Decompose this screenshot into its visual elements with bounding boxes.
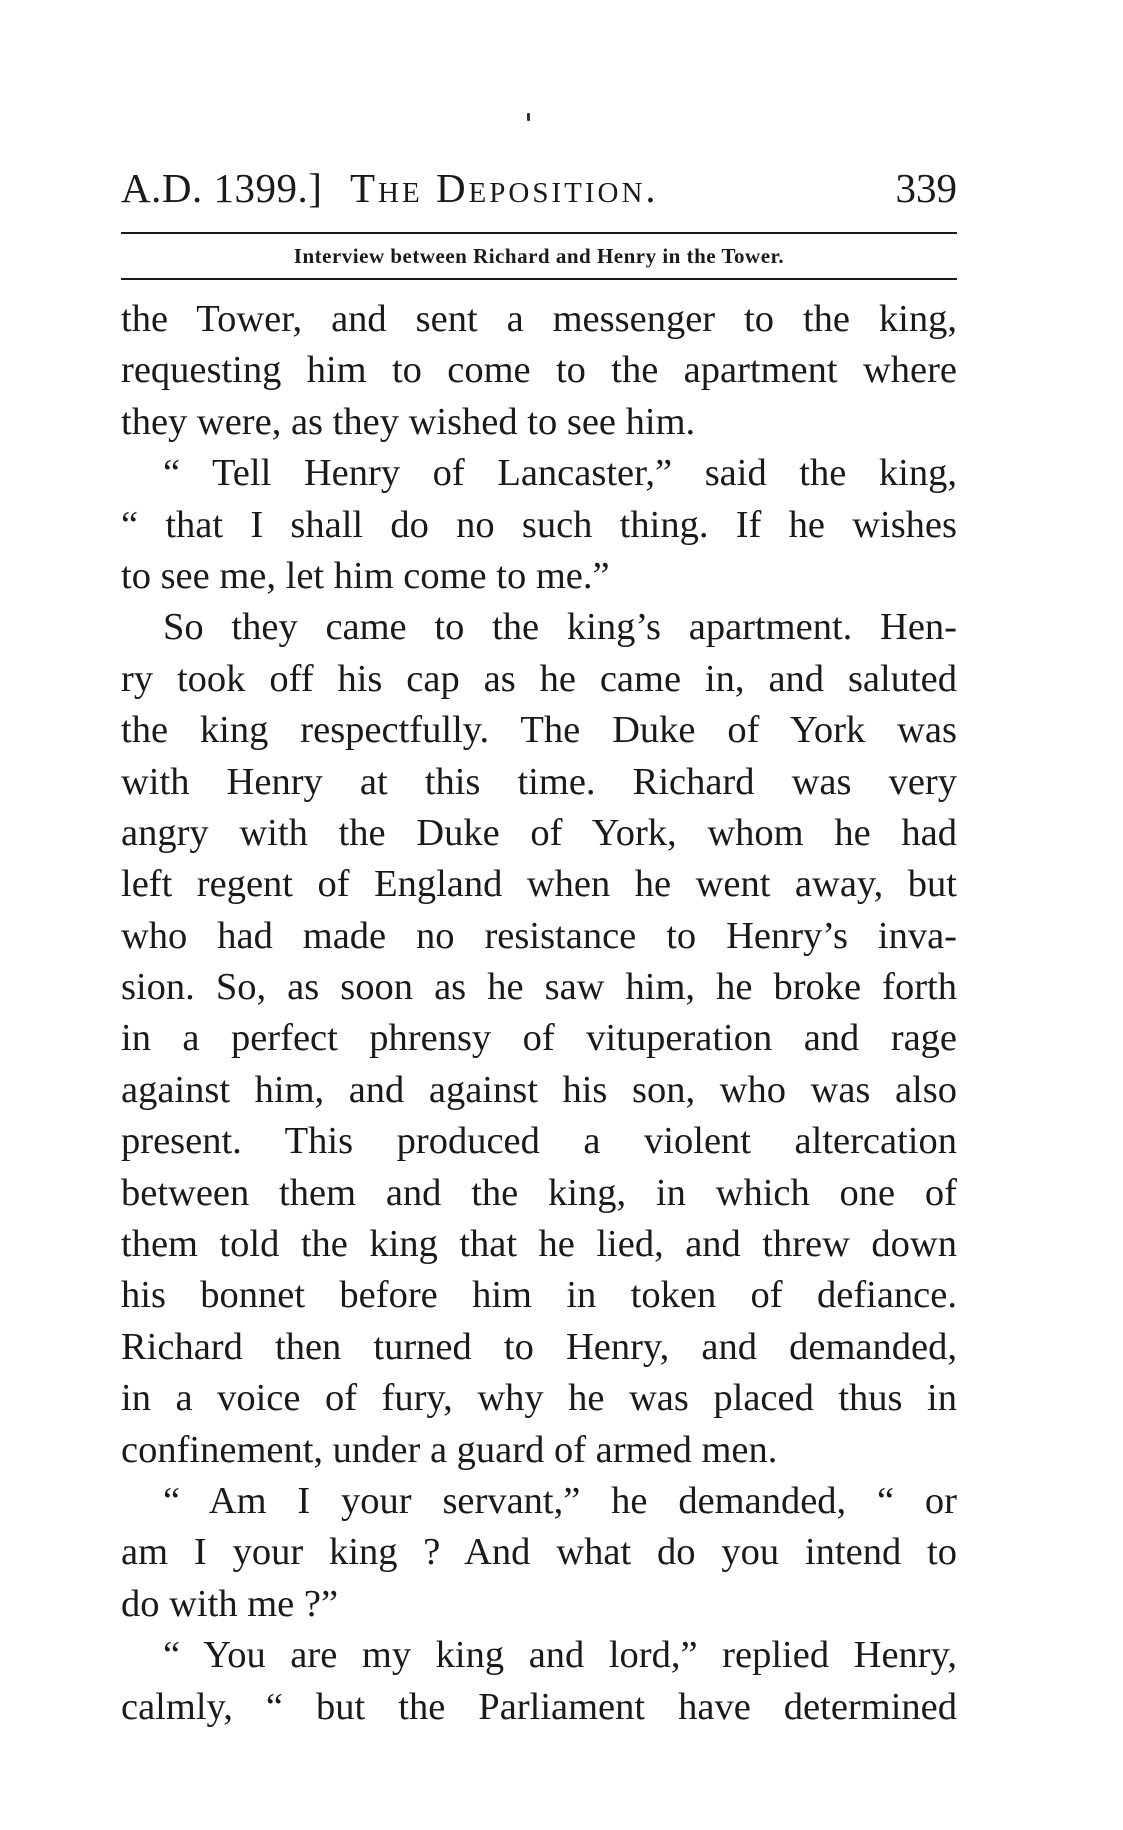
text-line: “ You are my king and lord,” replied Henry, <box>163 1634 957 1677</box>
text-line: left regent of England when he went away, but <box>121 863 957 906</box>
text-line: “ that I shall do no such thing. If he wishes <box>121 503 957 546</box>
text-line: who had made no resistance to Henry’s inva- <box>121 914 957 957</box>
text-line: “ Tell Henry of Lancaster,” said the king, <box>163 452 957 495</box>
header-rule-top <box>121 232 957 234</box>
text-line: against him, and against his son, who was also <box>121 1068 957 1111</box>
text-line: am I your king ? And what do you intend to <box>121 1531 957 1574</box>
header-rule-bottom <box>121 278 957 280</box>
text-line: present. This produced a violent altercation <box>121 1120 957 1163</box>
text-line: in a perfect phrensy of vituperation and rage <box>121 1017 957 1060</box>
running-head-date: A.D. 1399.] <box>121 165 323 211</box>
text-line: “ Am I your servant,” he demanded, “ or <box>163 1479 957 1522</box>
text-line: in a voice of fury, why he was placed thus in <box>121 1377 957 1420</box>
text-line: his bonnet before him in token of defiance. <box>121 1274 957 1317</box>
text-line: sion. So, as soon as he saw him, he broke forth <box>121 966 957 1009</box>
text-line: between them and the king, in which one of <box>121 1171 957 1214</box>
running-head <box>121 160 957 216</box>
text-line: calmly, “ but the Parliament have determined <box>121 1685 957 1728</box>
running-head-title: The Deposition. <box>350 165 659 211</box>
text-line: Richard then turned to Henry, and demanded, <box>121 1325 957 1368</box>
text-line: requesting him to come to the apartment where <box>121 349 957 392</box>
print-speck <box>527 113 530 121</box>
text-line: angry with the Duke of York, whom he had <box>121 811 957 854</box>
text-line: ry took off his cap as he came in, and saluted <box>121 657 957 700</box>
text-line: do with me ?” <box>121 1582 339 1625</box>
text-line: they were, as they wished to see him. <box>121 400 696 443</box>
text-line: them told the king that he lied, and threw down <box>121 1223 957 1266</box>
text-line: the king respectfully. The Duke of York was <box>121 709 957 752</box>
text-line: the Tower, and sent a messenger to the king, <box>121 298 957 340</box>
text-line: So they came to the king’s apartment. Hen- <box>163 606 957 649</box>
page-number: 339 <box>895 165 957 211</box>
section-heading: Interview between Richard and Henry in the Tower. <box>293 244 785 268</box>
text-line: with Henry at this time. Richard was very <box>121 760 957 803</box>
text-line: confinement, under a guard of armed men. <box>121 1428 778 1471</box>
body-text <box>121 294 957 1733</box>
text-line: to see me, let him come to me.” <box>121 554 610 597</box>
